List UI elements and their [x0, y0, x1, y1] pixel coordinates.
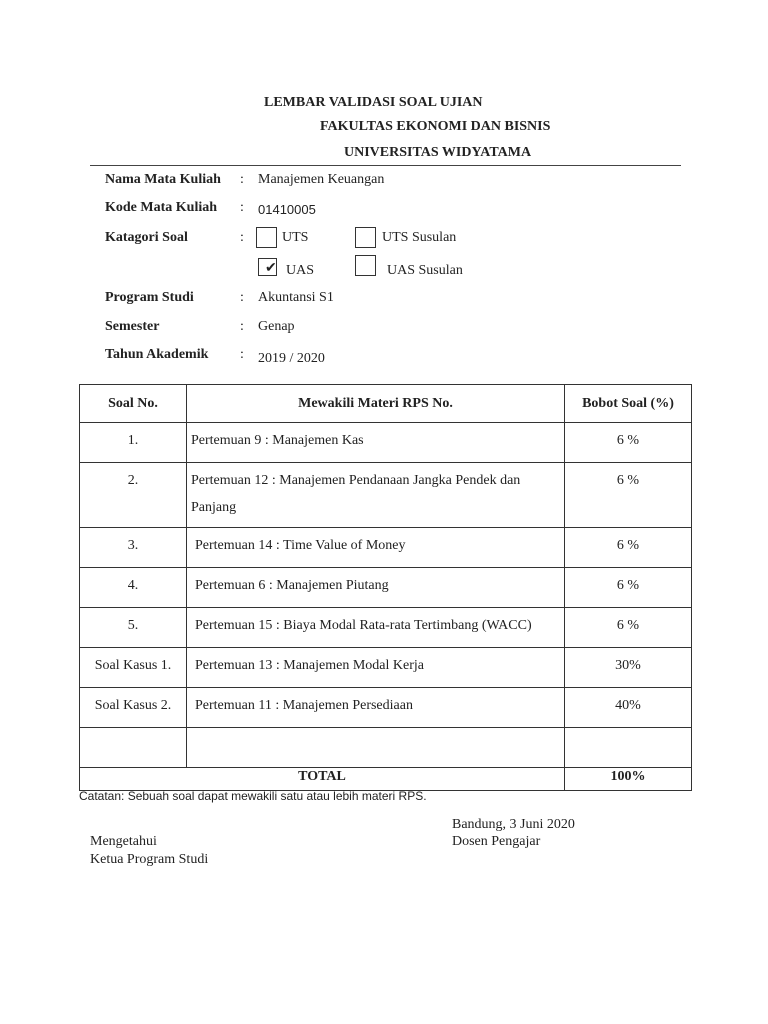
empty-cell	[80, 728, 187, 768]
doc-title: LEMBAR VALIDASI SOAL UJIAN	[264, 95, 483, 110]
materi: Pertemuan 6 : Manajemen Piutang	[187, 568, 565, 608]
course-code-value: 01410005	[258, 202, 316, 217]
category-uts-label: UTS	[282, 230, 309, 245]
table-header-row	[80, 385, 692, 423]
table-row	[80, 688, 692, 728]
lecturer-label: Dosen Pengajar	[452, 834, 541, 849]
note-text: Catatan: Sebuah soal dapat mewakili satu atau lebih materi RPS.	[79, 789, 427, 803]
table-row	[80, 423, 692, 463]
header-bobot: Bobot Soal (%)	[565, 385, 692, 423]
head-of-program-label: Ketua Program Studi	[90, 852, 209, 867]
course-code-label: Kode Mata Kuliah	[105, 200, 218, 215]
soal-no: 3.	[80, 528, 187, 568]
category-uas-label: UAS	[286, 263, 315, 278]
bobot: 6 %	[565, 568, 692, 608]
total-value: 100%	[565, 768, 692, 791]
program-label: Program Studi	[105, 290, 194, 305]
bobot: 6 %	[565, 608, 692, 648]
colon: :	[240, 290, 244, 305]
course-name-label: Nama Mata Kuliah	[105, 172, 221, 187]
table-row	[80, 528, 692, 568]
bobot: 40%	[565, 688, 692, 728]
bobot: 30%	[565, 648, 692, 688]
bobot: 6 %	[565, 423, 692, 463]
table-total-row	[80, 768, 692, 791]
header-divider	[90, 165, 681, 166]
checkbox-uas-susulan[interactable]	[355, 255, 376, 276]
bobot: 6 %	[565, 463, 692, 528]
semester-value: Genap	[258, 319, 295, 334]
table-row	[80, 463, 692, 528]
table-row	[80, 608, 692, 648]
empty-cell	[565, 728, 692, 768]
table-row	[80, 568, 692, 608]
soal-no: 5.	[80, 608, 187, 648]
materi: Pertemuan 11 : Manajemen Persediaan	[187, 688, 565, 728]
faculty-name: FAKULTAS EKONOMI DAN BISNIS	[320, 119, 551, 134]
bobot: 6 %	[565, 528, 692, 568]
soal-no: 4.	[80, 568, 187, 608]
table-row	[80, 648, 692, 688]
university-name: UNIVERSITAS WIDYATAMA	[344, 145, 532, 160]
header-materi: Mewakili Materi RPS No.	[187, 385, 565, 423]
soal-no: Soal Kasus 2.	[80, 688, 187, 728]
materi: Pertemuan 12 : Manajemen Pendanaan Jangka Pendek dan Panjang	[187, 463, 565, 528]
place-date: Bandung, 3 Juni 2020	[452, 817, 575, 832]
soal-no: Soal Kasus 1.	[80, 648, 187, 688]
rps-table	[79, 384, 692, 791]
header-soal-no: Soal No.	[80, 385, 187, 423]
colon: :	[240, 230, 244, 245]
materi: Pertemuan 14 : Time Value of Money	[187, 528, 565, 568]
table-row-empty	[80, 728, 692, 768]
materi: Pertemuan 15 : Biaya Modal Rata-rata Tertimbang (WACC)	[187, 608, 565, 648]
year-value: 2019 / 2020	[258, 351, 325, 366]
checkbox-uts-susulan[interactable]	[355, 227, 376, 248]
materi: Pertemuan 13 : Manajemen Modal Kerja	[187, 648, 565, 688]
total-label: TOTAL	[80, 768, 565, 791]
course-name-value: Manajemen Keuangan	[258, 172, 385, 187]
category-label: Katagori Soal	[105, 230, 188, 245]
colon: :	[240, 200, 244, 215]
category-uas-susulan-label: UAS Susulan	[387, 263, 463, 278]
soal-no: 1.	[80, 423, 187, 463]
year-label: Tahun Akademik	[105, 347, 209, 362]
approval-label: Mengetahui	[90, 834, 157, 849]
checkbox-uas[interactable]	[258, 258, 277, 276]
category-uts-susulan-label: UTS Susulan	[382, 230, 457, 245]
materi: Pertemuan 9 : Manajemen Kas	[187, 423, 565, 463]
program-value: Akuntansi S1	[258, 290, 334, 305]
soal-no: 2.	[80, 463, 187, 528]
semester-label: Semester	[105, 319, 160, 334]
colon: :	[240, 172, 244, 187]
checkbox-uts[interactable]	[256, 227, 277, 248]
colon: :	[240, 319, 244, 334]
colon: :	[240, 347, 244, 362]
check-mark-icon: ✔	[265, 261, 277, 276]
empty-cell	[187, 728, 565, 768]
